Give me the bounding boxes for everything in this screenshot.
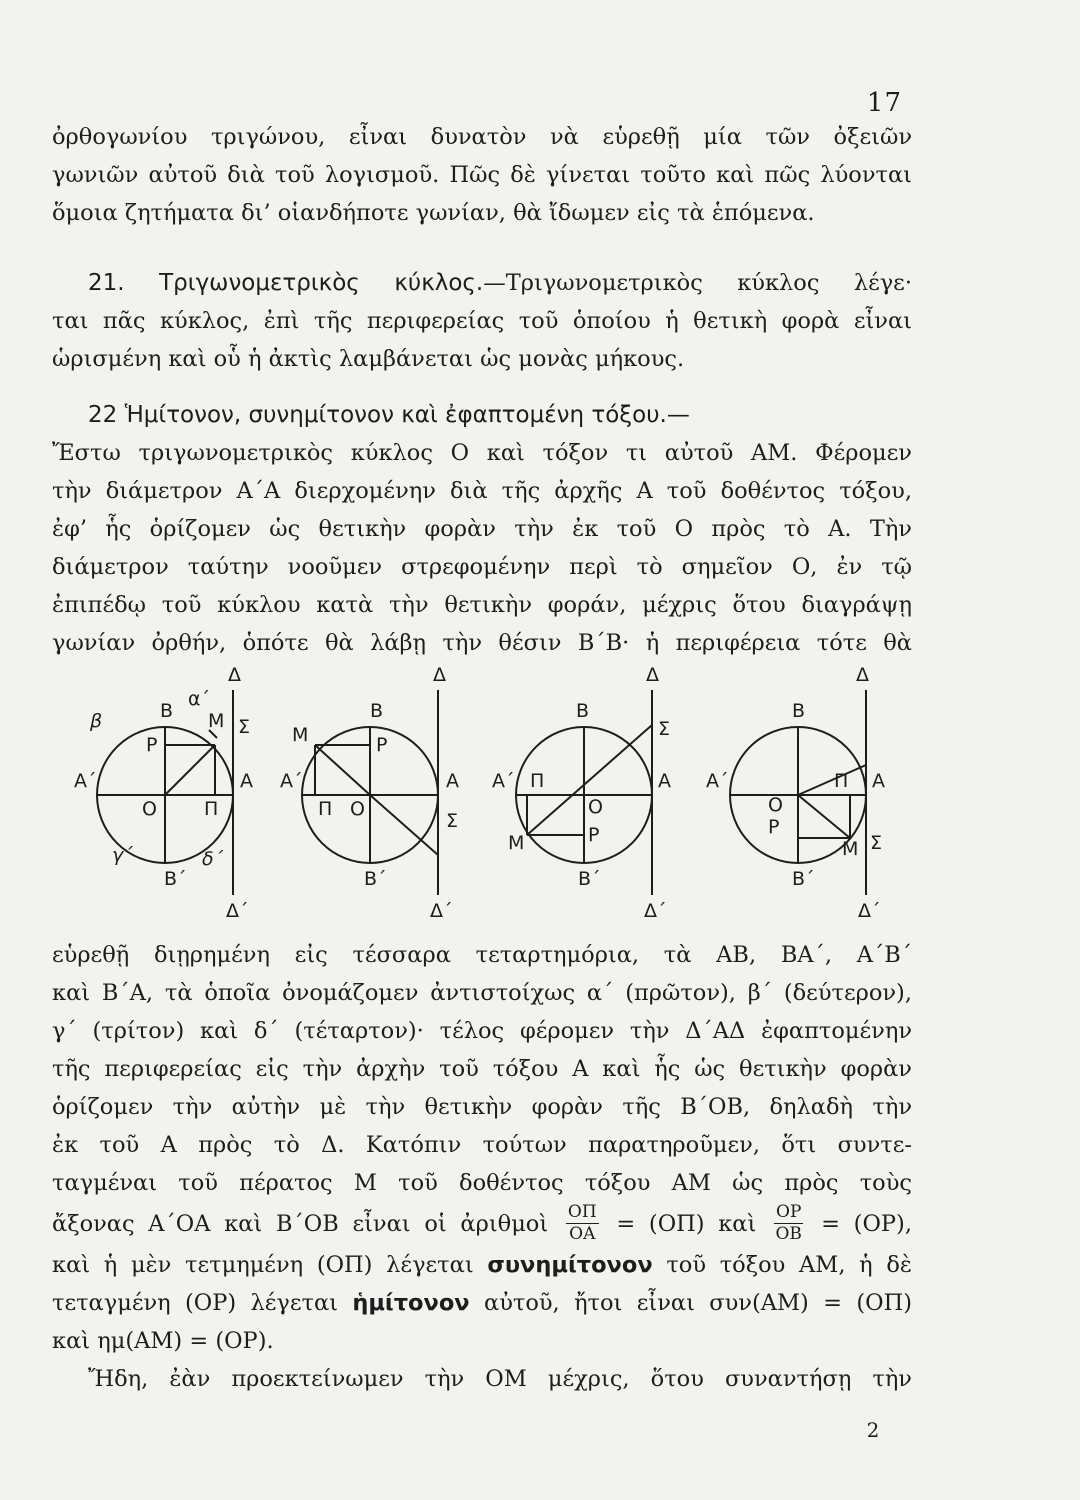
figure-3: [492, 664, 671, 922]
label-alpha: α΄: [188, 688, 211, 710]
text-line: ται πᾶς κύκλος, ἐπὶ τῆς περιφερείας τοῦ ὁποίου ἡ θετικὴ φορὰ εἶναι: [52, 308, 912, 334]
intro-paragraph: [52, 118, 912, 232]
text-span: καὶ ἡ μὲν τετμημένη (ΟΠ) λέγεται: [52, 1252, 474, 1278]
label-b-prime: Β΄: [578, 868, 601, 890]
text-line: γωνίαν ὀρθήν, ὁπότε θὰ λάβῃ τὴν θέσιν Β΄Β· ἡ περιφέρεια τότε θὰ: [52, 630, 912, 656]
fraction-numerator: ΟΠ: [567, 1201, 597, 1222]
label-b-prime: Β΄: [164, 868, 187, 890]
formula-middle: = (ΟΠ) καὶ: [616, 1211, 757, 1237]
label-delta-prime: Δ΄: [226, 900, 249, 922]
text-line: τὴν διάμετρον Α΄Α διερχομένην διὰ τῆς ἀρχῆς Α τοῦ δοθέντος τόξου,: [52, 478, 912, 504]
section-22: [52, 396, 912, 662]
label-m: Μ: [208, 710, 225, 732]
radius-om-2: [315, 745, 370, 795]
label-a-prime: Α΄: [492, 770, 515, 792]
radius-om-3: [527, 725, 652, 835]
text-span: τοῦ τόξου ΑΜ, ἡ δὲ: [666, 1252, 912, 1278]
label-sigma: Σ: [870, 832, 883, 854]
label-o: Ο: [142, 798, 157, 820]
figure-1: [74, 664, 253, 922]
figure-4: [706, 664, 885, 922]
label-pi: Π: [318, 798, 333, 820]
text-span: αὐτοῦ, ἤτοι εἶναι συν(ΑΜ) = (ΟΠ): [484, 1290, 913, 1316]
label-a: Α: [240, 770, 253, 792]
formula-prefix: ἄξονας Α΄ΟΑ καὶ Β΄ΟΒ εἶναι οἱ ἀριθμοὶ: [52, 1211, 549, 1237]
label-p: Ρ: [146, 734, 158, 756]
text-line: διάμετρον ταύτην νοοῦμεν στρεφομένην περὶ τὸ σημεῖον Ο, ἐν τῷ: [52, 554, 912, 580]
label-a: Α: [446, 770, 459, 792]
term-sine: ἡμίτονον: [352, 1290, 470, 1316]
label-o: Ο: [768, 794, 783, 816]
label-a: Α: [872, 770, 885, 792]
label-p: Ρ: [768, 816, 780, 838]
text-line: εὑρεθῇ διῃρημένη εἰς τέσσαρα τεταρτημόρια, τὰ ΑΒ, ΒΑ΄, Α΄Β΄: [52, 942, 912, 968]
section-21-heading: 21. Τριγωνομετρικὸς κύκλος.: [88, 270, 484, 296]
label-sigma: Σ: [238, 716, 251, 738]
label-m: Μ: [508, 832, 525, 854]
label-delta: Δ: [433, 664, 446, 686]
label-b-prime: Β΄: [364, 868, 387, 890]
sine-definition-line: [52, 1284, 912, 1322]
label-b: Β: [370, 700, 384, 722]
label-sigma: Σ: [446, 810, 459, 832]
text-line: Ἔστω τριγωνομετρικὸς κύκλος Ο καὶ τόξον τι αὐτοῦ ΑΜ. Φέρομεν: [52, 440, 912, 466]
label-b: Β: [576, 700, 590, 722]
label-delta: Δ: [228, 664, 241, 686]
text-line: ἐκ τοῦ Α πρὸς τὸ Δ. Κατόπιν τούτων παρατηροῦμεν, ὅτι συντε-: [52, 1132, 912, 1158]
fraction-denominator: ΟΒ: [775, 1223, 802, 1244]
text-line: ὅμοια ζητήματα δι’ οἱανδήποτε γωνίαν, θὰ ἴδωμεν εἰς τὰ ἑπόμενα.: [52, 200, 815, 226]
extension-line-4: [798, 765, 866, 795]
fraction-denominator: ΟΑ: [569, 1223, 596, 1244]
label-delta-prime: Δ΄: [644, 900, 667, 922]
text-line: γ΄ (τρίτον) καὶ δ΄ (τέταρτον)· τέλος φέρομεν τὴν Δ΄ΑΔ ἐφαπτομένην: [52, 1018, 912, 1044]
label-gamma: γ΄: [112, 844, 133, 866]
trig-circle-figures: [60, 655, 900, 935]
radius-om-4: [798, 795, 850, 838]
formula-line: [52, 1202, 912, 1246]
text-line: ὀρθογωνίου τριγώνου, εἶναι δυνατὸν νὰ εὑρεθῇ μία τῶν ὀξειῶν: [52, 124, 912, 150]
label-p: Ρ: [588, 824, 600, 846]
label-b: Β: [792, 700, 806, 722]
label-o: Ο: [588, 796, 603, 818]
section-22-heading: 22 Ἡμίτονον, συνημίτονον καὶ ἐφαπτομένη τόξου.—: [88, 402, 690, 428]
label-a: Α: [658, 770, 671, 792]
label-pi: Π: [530, 770, 545, 792]
label-b: Β: [160, 700, 174, 722]
label-a-prime: Α΄: [280, 770, 303, 792]
continuation-paragraph: [52, 936, 912, 1398]
text-line: ὁρίζομεν τὴν αὐτὴν μὲ τὴν θετικὴν φορὰν τῆς Β΄ΟΒ, δηλαδὴ τὴν: [52, 1094, 912, 1120]
label-m: Μ: [292, 724, 309, 746]
text-line: τῆς περιφερείας εἰς τὴν ἀρχὴν τοῦ τόξου Α καὶ ἧς ὡς θετικὴν φορὰν: [52, 1056, 912, 1082]
section-21-heading-line: [52, 264, 912, 302]
fraction-or-ob: [774, 1201, 803, 1244]
label-delta: Δ: [646, 664, 659, 686]
label-delta-prime: Δ΄: [430, 900, 453, 922]
text-line: καὶ ημ(ΑΜ) = (ΟΡ).: [52, 1328, 274, 1354]
text-line: ὡρισμένη καὶ οὗ ἡ ἀκτὶς λαμβάνεται ὡς μονὰς μήκους.: [52, 346, 685, 372]
label-delta-prime: Δ΄: [858, 900, 881, 922]
section-21-definition-start: —Τριγωνομετρικὸς κύκλος λέγε·: [483, 270, 912, 296]
label-pi: Π: [204, 798, 219, 820]
formula-suffix: = (ΟΡ),: [821, 1211, 912, 1237]
text-line: γωνιῶν αὐτοῦ διὰ τοῦ λογισμοῦ. Πῶς δὲ γίνεται τοῦτο καὶ πῶς λύονται: [52, 162, 912, 188]
radius-om-1: [165, 745, 215, 795]
term-cosine: συνημίτονον: [487, 1252, 653, 1278]
page-number: 17: [866, 88, 902, 118]
label-p: Ρ: [376, 734, 388, 756]
extension-line-2: [370, 795, 438, 855]
text-line: καὶ Β΄Α, τὰ ὁποῖα ὀνομάζομεν ἀντιστοίχως α΄ (πρῶτον), β΄ (δεύτερον),: [52, 980, 912, 1006]
figure-2: [280, 664, 459, 922]
label-sigma: Σ: [658, 718, 671, 740]
label-delta-small: δ΄: [202, 848, 224, 870]
text-span: τεταγμένη (ΟΡ) λέγεται: [52, 1290, 338, 1316]
section-21: [52, 264, 912, 378]
fraction-numerator: ΟΡ: [776, 1201, 802, 1222]
cosine-definition-line: [52, 1246, 912, 1284]
label-pi: Π: [834, 770, 849, 792]
label-b-prime: Β΄: [792, 868, 815, 890]
label-o: Ο: [350, 798, 365, 820]
text-line: ἐφ’ ἧς ὁρίζομεν ὡς θετικὴν φορὰν τὴν ἐκ τοῦ Ο πρὸς τὸ Α. Τὴν: [52, 516, 912, 542]
label-beta: β: [90, 710, 103, 732]
fraction-op-oa: [566, 1201, 599, 1244]
text-line: ταγμέναι τοῦ πέρατος Μ τοῦ δοθέντος τόξου ΑΜ ὡς πρὸς τοὺς: [52, 1170, 912, 1196]
figures-svg: [60, 655, 900, 935]
label-a-prime: Α΄: [74, 770, 97, 792]
label-delta: Δ: [856, 664, 869, 686]
text-line: Ἤδη, ἐὰν προεκτείνωμεν τὴν ΟΜ μέχρις, ὅτου συναντήσῃ τὴν: [88, 1366, 912, 1392]
text-line: ἐπιπέδῳ τοῦ κύκλου κατὰ τὴν θετικὴν φοράν, μέχρις ὅτου διαγράψῃ: [52, 592, 912, 618]
signature-number: 2: [866, 1418, 880, 1442]
label-m: Μ: [842, 838, 859, 860]
label-a-prime: Α΄: [706, 770, 729, 792]
